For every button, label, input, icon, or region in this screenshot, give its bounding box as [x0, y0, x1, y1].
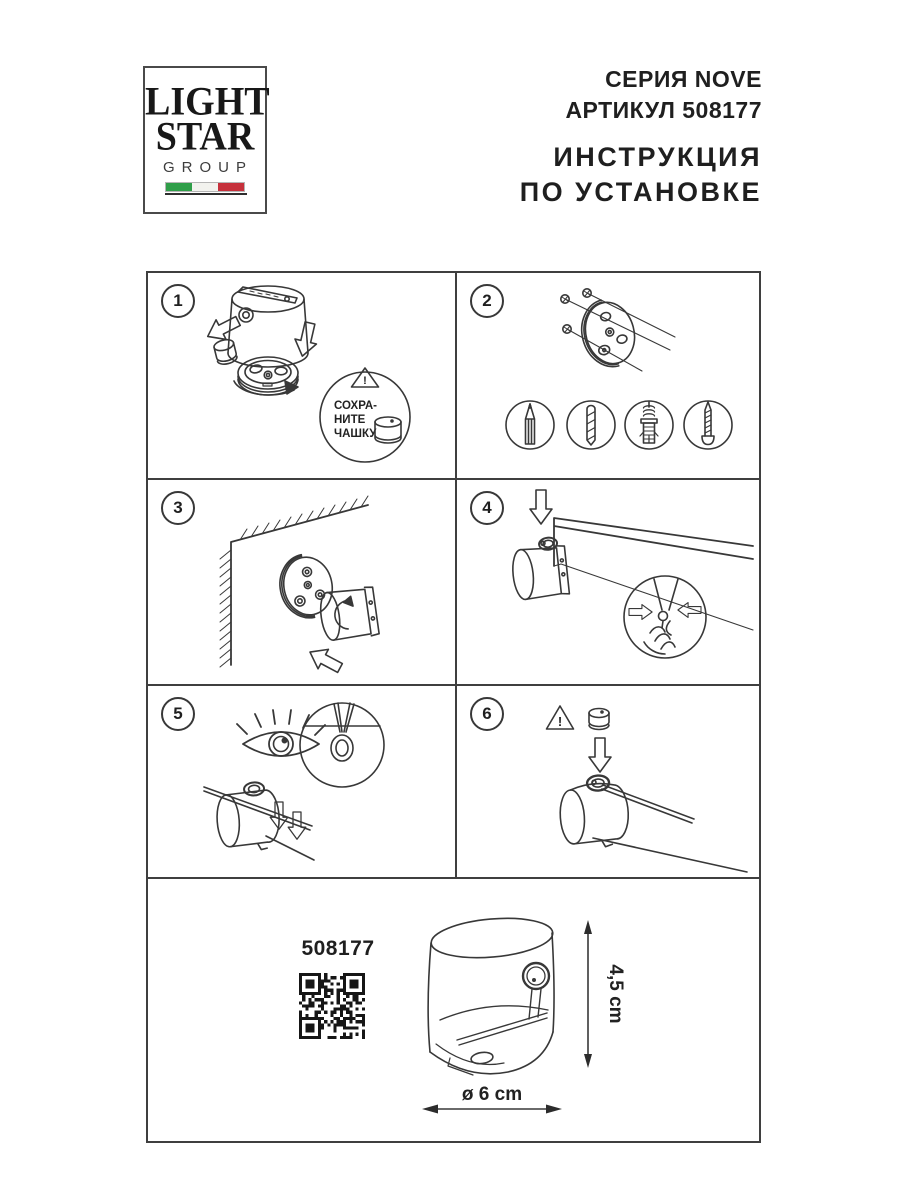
- warning-exclamation: !: [363, 375, 367, 387]
- height-dimension: [584, 920, 626, 1068]
- article-label: АРТИКУЛ 508177: [565, 97, 762, 123]
- product-drawing: [428, 914, 554, 1075]
- cup-drawing: [375, 417, 401, 443]
- note-text-line3: ЧАШКУ: [334, 428, 377, 440]
- article-number: 508177: [301, 937, 375, 960]
- product-dimension-drawing: [148, 879, 759, 1141]
- mounting-cup-drawing: [274, 550, 338, 623]
- lamp-body-drawing: [318, 586, 379, 642]
- pencil-icon: [506, 401, 554, 449]
- series-label: СЕРИЯ NOVE: [605, 66, 762, 92]
- hand-drawing: [644, 621, 675, 654]
- step-3-panel: [148, 480, 457, 686]
- note-text-line1: СОХРА-: [334, 400, 377, 412]
- warning-exclamation: !: [557, 714, 563, 729]
- arrow-up-left-icon: [305, 642, 345, 677]
- step-6-number: 6: [470, 697, 504, 731]
- logo-word-group: GROUP: [162, 159, 253, 176]
- step-4-panel: [457, 480, 759, 686]
- rod-drawing: [602, 785, 694, 823]
- lightstar-logo: [143, 66, 270, 214]
- italian-flag-stripe: [166, 183, 244, 191]
- step-3-number: 3: [161, 491, 195, 525]
- cap-drawing: [589, 709, 609, 730]
- step-5-panel: [148, 686, 457, 879]
- step-1-panel: [148, 273, 457, 480]
- arrow-down-icon: [530, 490, 552, 524]
- product-summary-panel: [148, 879, 759, 1141]
- wire-detail-circle: [300, 703, 384, 787]
- step-2-panel: [457, 273, 759, 480]
- drill-bit-icon: [567, 401, 615, 449]
- step-1-number: 1: [161, 284, 195, 318]
- logo-word-star: STAR: [155, 114, 255, 160]
- arrow-right-icon: [629, 605, 652, 620]
- panel-edge-drawing: [554, 518, 753, 630]
- arrow-down-icon: [589, 738, 611, 772]
- screw-icon: [684, 401, 732, 449]
- wall-plug-icon: [625, 401, 673, 449]
- instruction-grid: [146, 271, 761, 1143]
- knob-drawing: [213, 338, 238, 366]
- flag-shadow-line: [165, 193, 247, 195]
- step-4-number: 4: [470, 491, 504, 525]
- diameter-dimension-label: ø 6 cm: [461, 1084, 523, 1105]
- mounting-cup-drawing: [561, 289, 675, 373]
- logo-word-light: LIGHT: [145, 79, 270, 125]
- step-6-panel: [457, 686, 759, 879]
- document-header: [520, 64, 762, 210]
- diameter-dimension: [422, 1084, 562, 1114]
- flag-green: [166, 183, 192, 191]
- arrow-left-icon: [678, 603, 701, 618]
- save-cup-note: [320, 368, 410, 462]
- step-5-number: 5: [161, 697, 195, 731]
- lamp-body-drawing: [228, 286, 308, 367]
- tools-row: [506, 401, 732, 449]
- lamp-body-drawing: [510, 536, 570, 600]
- flag-white: [192, 183, 218, 191]
- clamp-detail-circle: [624, 576, 706, 658]
- note-text-line2: НИТЕ: [334, 414, 366, 426]
- title-line-2: ПО УСТАНОВКЕ: [519, 177, 762, 207]
- rod-drawing: [204, 787, 312, 830]
- step-2-number: 2: [470, 284, 504, 318]
- warning-triangle-icon: [547, 706, 574, 729]
- flag-red: [218, 183, 244, 191]
- height-dimension-label: 4,5 cm: [605, 964, 626, 1024]
- wall-corner-drawing: [220, 496, 368, 667]
- title-line-1: ИНСТРУКЦИЯ: [553, 142, 762, 172]
- base-cup-drawing: [234, 357, 298, 395]
